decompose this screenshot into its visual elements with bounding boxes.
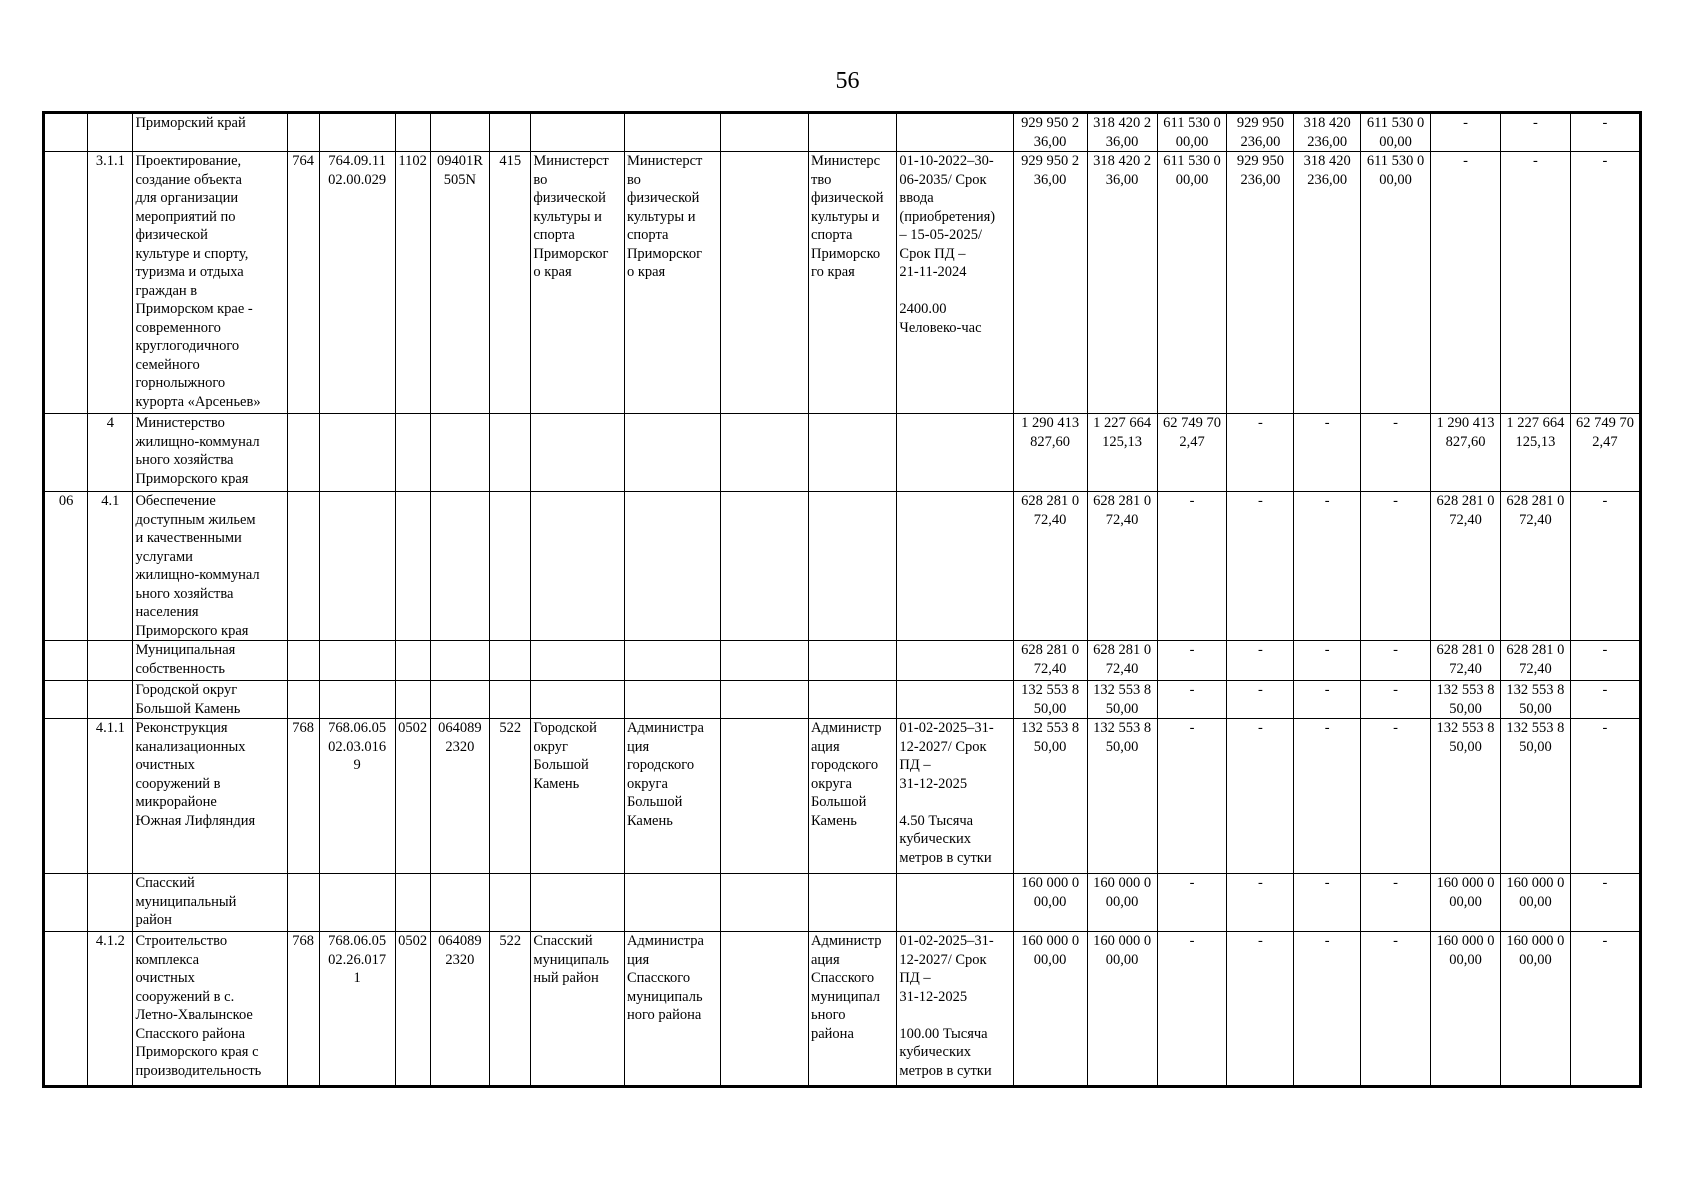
table-cell: Министерство жилищно-коммунал ьного хозяйства Приморского края xyxy=(133,414,287,492)
table-cell: 628 281 0 72,40 xyxy=(1013,641,1087,681)
table-cell: 132 553 8 50,00 xyxy=(1500,681,1570,719)
table-cell: Муниципальная собственность xyxy=(133,641,287,681)
table-cell xyxy=(720,932,808,1087)
table-cell xyxy=(624,414,720,492)
table-cell: 764 xyxy=(287,152,319,414)
table-cell: 160 000 0 00,00 xyxy=(1431,874,1501,932)
table-cell: Спасский муниципальный район xyxy=(133,874,287,932)
table-cell: 768.06.05 02.26.017 1 xyxy=(319,932,395,1087)
table-cell xyxy=(88,641,133,681)
table-cell xyxy=(44,152,88,414)
table-cell: 318 420 236,00 xyxy=(1294,152,1361,414)
table-cell: Проектирование, создание объекта для организации мероприятий по физической культуре и спорту, туризма и отдыха граждан в Приморском крае - современного круглогодичного семейного горнолыжного курорта «Арсеньев» xyxy=(133,152,287,414)
table-cell: - xyxy=(1570,152,1640,414)
table-cell: - xyxy=(1227,874,1294,932)
table-cell: - xyxy=(1570,874,1640,932)
table-cell: 929 950 2 36,00 xyxy=(1013,152,1087,414)
table-cell xyxy=(88,874,133,932)
table-cell: 62 749 70 2,47 xyxy=(1157,414,1227,492)
table-cell xyxy=(808,641,896,681)
table-cell: - xyxy=(1227,932,1294,1087)
table-cell xyxy=(531,641,625,681)
table-cell: Министерс тво физической культуры и спорта Приморско го края xyxy=(808,152,896,414)
table-cell: 768.06.05 02.03.016 9 xyxy=(319,719,395,874)
table-cell: 132 553 8 50,00 xyxy=(1013,681,1087,719)
table-row xyxy=(44,414,1641,492)
table-cell xyxy=(720,492,808,641)
table-cell xyxy=(720,681,808,719)
table-cell xyxy=(395,874,430,932)
table-cell: 628 281 0 72,40 xyxy=(1500,492,1570,641)
table-cell: 160 000 0 00,00 xyxy=(1087,932,1157,1087)
table-cell xyxy=(430,492,490,641)
table-cell xyxy=(531,874,625,932)
table-cell: 522 xyxy=(490,932,531,1087)
table-row xyxy=(44,681,1641,719)
table-cell xyxy=(88,113,133,152)
table-cell: 611 530 0 00,00 xyxy=(1361,113,1431,152)
table-cell: - xyxy=(1500,113,1570,152)
table-cell xyxy=(319,492,395,641)
table-cell xyxy=(531,414,625,492)
table-cell xyxy=(44,414,88,492)
table-cell: 132 553 8 50,00 xyxy=(1013,719,1087,874)
table-row xyxy=(44,932,1641,1087)
table-cell xyxy=(44,874,88,932)
table-cell: - xyxy=(1361,874,1431,932)
table-cell xyxy=(531,492,625,641)
table-cell: - xyxy=(1570,113,1640,152)
table-cell: - xyxy=(1157,874,1227,932)
table-cell xyxy=(395,113,430,152)
table-cell: Городской округ Большой Камень xyxy=(531,719,625,874)
table-cell: - xyxy=(1361,932,1431,1087)
table-cell xyxy=(720,414,808,492)
table-cell: 160 000 0 00,00 xyxy=(1500,932,1570,1087)
table-row xyxy=(44,152,1641,414)
table-cell: - xyxy=(1157,719,1227,874)
table-cell xyxy=(490,414,531,492)
table-cell xyxy=(430,414,490,492)
table-cell: 929 950 236,00 xyxy=(1227,152,1294,414)
table-cell xyxy=(490,492,531,641)
table-cell: 160 000 0 00,00 xyxy=(1500,874,1570,932)
table-cell xyxy=(287,641,319,681)
table-cell xyxy=(624,113,720,152)
table-cell xyxy=(897,874,1013,932)
table-cell: 929 950 236,00 xyxy=(1227,113,1294,152)
table-cell xyxy=(44,641,88,681)
table-cell: - xyxy=(1294,492,1361,641)
table-row xyxy=(44,641,1641,681)
table-cell: 064089 2320 xyxy=(430,719,490,874)
table-cell: 1 290 413 827,60 xyxy=(1013,414,1087,492)
table-cell: - xyxy=(1570,681,1640,719)
table-row xyxy=(44,874,1641,932)
table-cell: 132 553 8 50,00 xyxy=(1431,681,1501,719)
table-cell xyxy=(287,113,319,152)
table-cell xyxy=(287,681,319,719)
table-cell: 628 281 0 72,40 xyxy=(1013,492,1087,641)
table-cell xyxy=(808,681,896,719)
table-cell xyxy=(490,874,531,932)
table-cell xyxy=(395,641,430,681)
table-cell: Администр ация городского округа Большой Камень xyxy=(808,719,896,874)
table-cell xyxy=(395,414,430,492)
table-cell xyxy=(430,113,490,152)
table-cell: - xyxy=(1227,681,1294,719)
table-cell: 160 000 0 00,00 xyxy=(1013,874,1087,932)
table-cell xyxy=(808,414,896,492)
table-cell xyxy=(319,414,395,492)
table-cell: 4.1.2 xyxy=(88,932,133,1087)
table-cell xyxy=(44,113,88,152)
table-cell: 4 xyxy=(88,414,133,492)
table-cell xyxy=(287,874,319,932)
table-cell: 318 420 2 36,00 xyxy=(1087,152,1157,414)
table-cell: 62 749 70 2,47 xyxy=(1570,414,1640,492)
table-cell xyxy=(624,641,720,681)
table-cell: - xyxy=(1227,414,1294,492)
table-row xyxy=(44,719,1641,874)
table-cell: 318 420 2 36,00 xyxy=(1087,113,1157,152)
table-cell: Строительство комплекса очистных сооружений в с. Летно-Хвалынское Спасского района Приморского края с производительность xyxy=(133,932,287,1087)
table-cell: Администр ация Спасского муниципал ьного района xyxy=(808,932,896,1087)
table-cell: 318 420 236,00 xyxy=(1294,113,1361,152)
table-cell: Администра ция городского округа Большой Камень xyxy=(624,719,720,874)
table-cell: - xyxy=(1431,113,1501,152)
table-cell xyxy=(319,874,395,932)
table-cell xyxy=(430,874,490,932)
table-cell: 1 227 664 125,13 xyxy=(1087,414,1157,492)
table-cell xyxy=(897,492,1013,641)
table-cell xyxy=(720,641,808,681)
table-cell xyxy=(430,641,490,681)
table-cell: - xyxy=(1157,681,1227,719)
table-cell xyxy=(44,932,88,1087)
table-cell xyxy=(624,681,720,719)
table-cell xyxy=(287,414,319,492)
table-cell: Спасский муниципаль ный район xyxy=(531,932,625,1087)
table-cell: - xyxy=(1157,492,1227,641)
table-cell: 01-02-2025–31- 12-2027/ Срок ПД – 31-12-2025 100.00 Тысяча кубических метров в сутки xyxy=(897,932,1013,1087)
table-cell: 160 000 0 00,00 xyxy=(1431,932,1501,1087)
table-cell: - xyxy=(1361,641,1431,681)
table-cell: 611 530 0 00,00 xyxy=(1157,113,1227,152)
table-cell xyxy=(624,492,720,641)
table-cell: 132 553 8 50,00 xyxy=(1087,719,1157,874)
table-cell: 628 281 0 72,40 xyxy=(1431,492,1501,641)
table-cell: 628 281 0 72,40 xyxy=(1087,641,1157,681)
table-cell: 628 281 0 72,40 xyxy=(1087,492,1157,641)
table-cell xyxy=(44,681,88,719)
table-cell xyxy=(897,681,1013,719)
table-cell: 1 227 664 125,13 xyxy=(1500,414,1570,492)
table-cell xyxy=(395,492,430,641)
table-cell xyxy=(430,681,490,719)
table-cell xyxy=(720,719,808,874)
table-cell xyxy=(319,113,395,152)
table-cell: 768 xyxy=(287,719,319,874)
table-cell xyxy=(808,113,896,152)
table-cell xyxy=(287,492,319,641)
table-cell: - xyxy=(1570,719,1640,874)
table-cell: - xyxy=(1227,492,1294,641)
table-cell xyxy=(720,113,808,152)
table-cell: 4.1.1 xyxy=(88,719,133,874)
table-cell: 01-02-2025–31- 12-2027/ Срок ПД – 31-12-2025 4.50 Тысяча кубических метров в сутки xyxy=(897,719,1013,874)
table-cell xyxy=(720,152,808,414)
table-row xyxy=(44,113,1641,152)
table-cell xyxy=(808,874,896,932)
table-cell: - xyxy=(1500,152,1570,414)
table-cell: - xyxy=(1361,492,1431,641)
table-cell: Приморский край xyxy=(133,113,287,152)
table-cell: - xyxy=(1361,414,1431,492)
table-cell: - xyxy=(1157,932,1227,1087)
table-cell: 611 530 0 00,00 xyxy=(1361,152,1431,414)
table-cell: - xyxy=(1431,152,1501,414)
table-cell: 768 xyxy=(287,932,319,1087)
table-cell xyxy=(897,113,1013,152)
table-cell xyxy=(319,641,395,681)
table-cell: - xyxy=(1227,719,1294,874)
table-cell: 01-10-2022–30- 06-2035/ Срок ввода (приобретения) – 15-05-2025/ Срок ПД – 21-11-2024 2400.00 Человеко-час xyxy=(897,152,1013,414)
page-number: 56 xyxy=(835,68,860,94)
table-cell xyxy=(624,874,720,932)
table-cell: - xyxy=(1294,641,1361,681)
table-row xyxy=(44,492,1641,641)
table-cell: 1102 xyxy=(395,152,430,414)
table-cell: 09401R 505N xyxy=(430,152,490,414)
table-cell: 0502 xyxy=(395,719,430,874)
table-cell xyxy=(490,641,531,681)
table-cell: - xyxy=(1294,681,1361,719)
table-cell: 1 290 413 827,60 xyxy=(1431,414,1501,492)
table-cell: - xyxy=(1294,414,1361,492)
table-cell: 628 281 0 72,40 xyxy=(1500,641,1570,681)
table-cell: Городской округ Большой Камень xyxy=(133,681,287,719)
table-cell: 06 xyxy=(44,492,88,641)
table-cell: - xyxy=(1361,719,1431,874)
table-cell: 160 000 0 00,00 xyxy=(1013,932,1087,1087)
table-cell: - xyxy=(1570,492,1640,641)
table-cell: 132 553 8 50,00 xyxy=(1087,681,1157,719)
table-cell: - xyxy=(1570,641,1640,681)
table-cell: 0502 xyxy=(395,932,430,1087)
table-cell: - xyxy=(1570,932,1640,1087)
table-cell: 160 000 0 00,00 xyxy=(1087,874,1157,932)
table-cell: 132 553 8 50,00 xyxy=(1431,719,1501,874)
table-cell: 764.09.11 02.00.029 xyxy=(319,152,395,414)
table-cell: 132 553 8 50,00 xyxy=(1500,719,1570,874)
table-cell: 929 950 2 36,00 xyxy=(1013,113,1087,152)
table-cell: 522 xyxy=(490,719,531,874)
table-cell: 4.1 xyxy=(88,492,133,641)
table-cell: - xyxy=(1294,719,1361,874)
table-cell xyxy=(897,641,1013,681)
table-cell: Обеспечение доступным жильем и качественными услугами жилищно-коммунал ьного хозяйства населения Приморского края xyxy=(133,492,287,641)
table-cell xyxy=(897,414,1013,492)
budget-table xyxy=(42,111,1642,1088)
table-cell xyxy=(490,113,531,152)
table-cell: - xyxy=(1294,932,1361,1087)
table-cell xyxy=(531,113,625,152)
table-cell: - xyxy=(1361,681,1431,719)
table-cell xyxy=(808,492,896,641)
table-cell: Реконструкция канализационных очистных сооружений в микрорайоне Южная Лифляндия xyxy=(133,719,287,874)
table-cell xyxy=(395,681,430,719)
table-cell: 3.1.1 xyxy=(88,152,133,414)
table-cell xyxy=(490,681,531,719)
table-cell xyxy=(720,874,808,932)
table-cell xyxy=(88,681,133,719)
table-cell xyxy=(44,719,88,874)
table-cell: Министерст во физической культуры и спорта Приморског о края xyxy=(624,152,720,414)
table-cell: 628 281 0 72,40 xyxy=(1431,641,1501,681)
table-cell: 415 xyxy=(490,152,531,414)
table-cell: Администра ция Спасского муниципаль ного района xyxy=(624,932,720,1087)
table-cell: - xyxy=(1294,874,1361,932)
table-cell: Министерст во физической культуры и спорта Приморског о края xyxy=(531,152,625,414)
table-cell: 611 530 0 00,00 xyxy=(1157,152,1227,414)
table-cell: - xyxy=(1227,641,1294,681)
table-cell xyxy=(531,681,625,719)
table-cell xyxy=(319,681,395,719)
table-cell: 064089 2320 xyxy=(430,932,490,1087)
table-cell: - xyxy=(1157,641,1227,681)
